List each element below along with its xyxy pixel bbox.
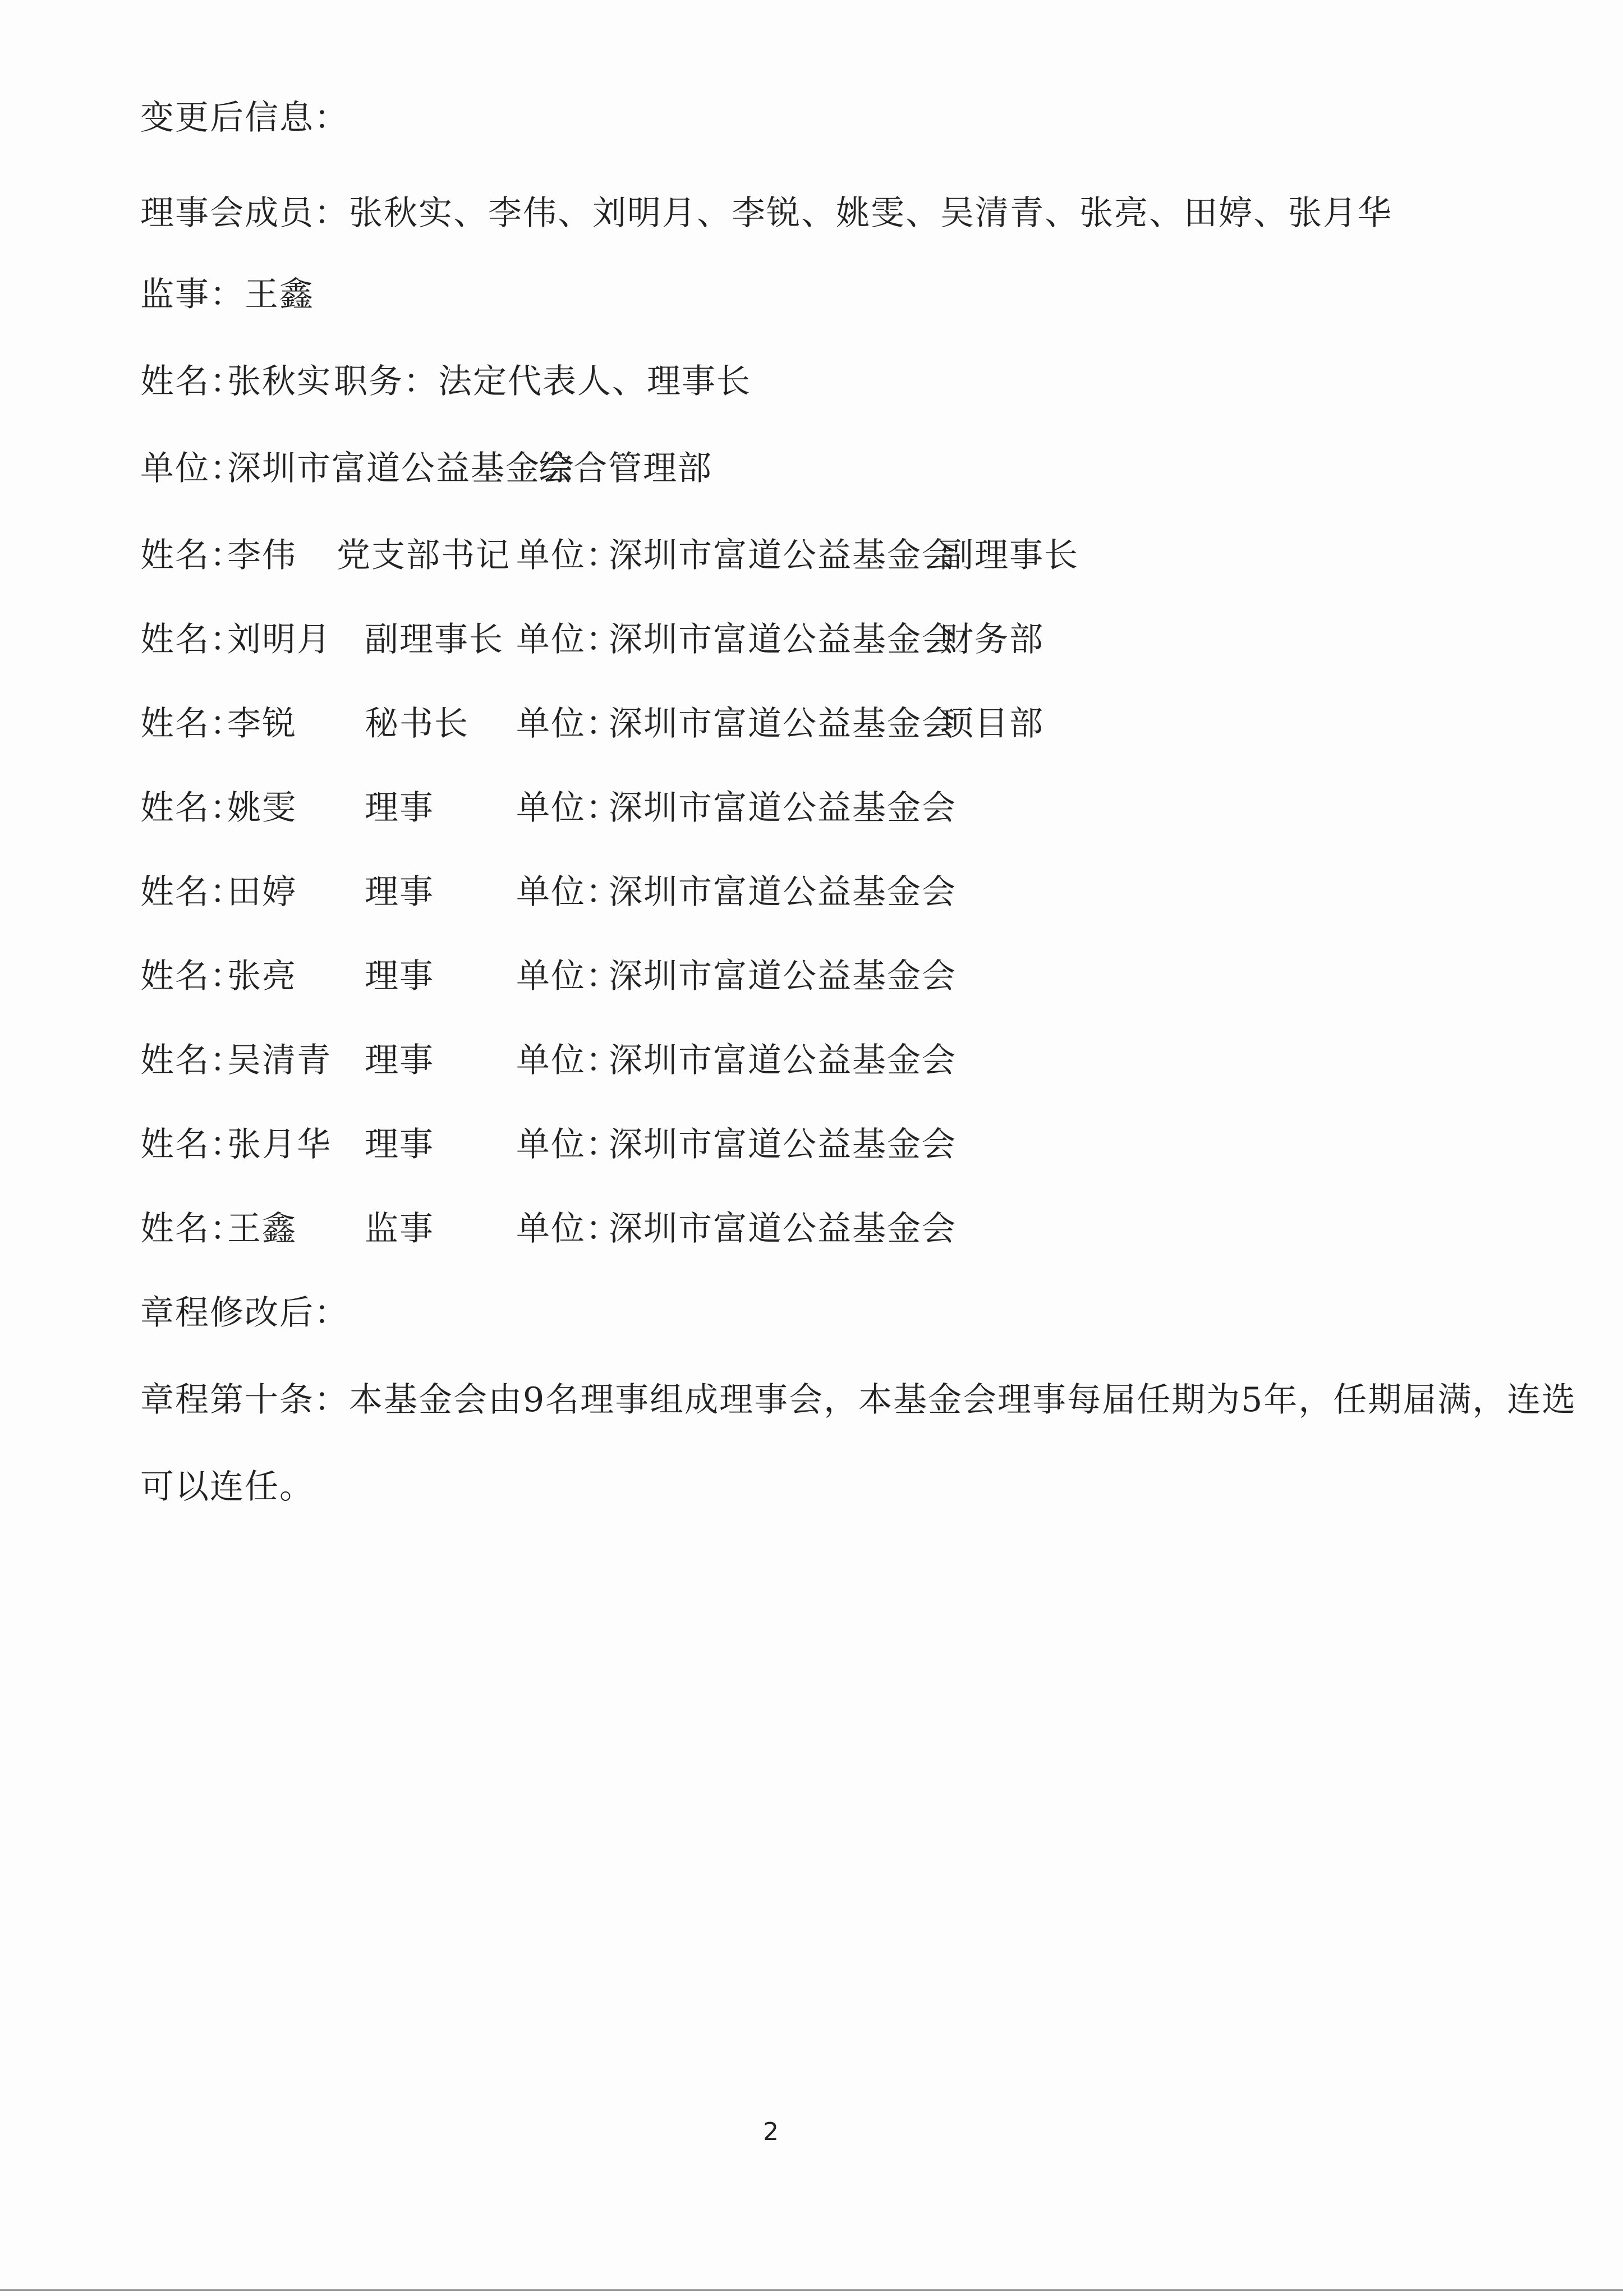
position-text: 理事 [365,873,434,912]
board-members-line: 理事会成员：张秋实、李伟、刘明月、李锐、姚雯、吴清青、张亮、田婷、张月华 [140,194,1392,233]
unit-label: 单位： [516,536,620,575]
name-label: 姓名： [140,362,245,401]
name-label: 姓名： [140,1209,245,1248]
person-name: 张秋实 [227,362,332,401]
person-name: 张月华 [227,1125,332,1164]
unit-name: 深圳市富道公益基金会 [609,536,957,575]
name-label: 姓名： [140,1125,245,1164]
name-label: 姓名： [140,957,245,996]
unit-name: 深圳市富道公益基金会 [609,704,957,743]
person-name: 张亮 [227,957,297,996]
position-text: 职务：法定代表人、理事长 [334,362,751,401]
section-heading-after-change: 变更后信息： [140,98,349,137]
unit-name: 深圳市富道公益基金会 [609,957,957,996]
position-text: 副理事长 [365,620,504,659]
position-text: 党支部书记 [337,536,511,575]
name-label: 姓名： [140,1041,245,1080]
unit-label: 单位： [516,1209,620,1248]
unit-label: 单位： [516,620,620,659]
unit-label: 单位： [516,1041,620,1080]
name-label: 姓名： [140,704,245,743]
position-text: 理事 [365,1041,434,1080]
person-name: 刘明月 [227,620,332,659]
unit-label: 单位： [516,873,620,912]
department-text: 副理事长 [940,536,1079,575]
unit-name: 深圳市富道公益基金会 [609,1209,957,1248]
unit-label: 单位： [516,957,620,996]
unit-label: 单位： [516,788,620,828]
unit-name: 深圳市富道公益基金会 [609,1041,957,1080]
name-label: 姓名： [140,536,245,575]
unit-label: 单位： [516,1125,620,1164]
person-name: 姚雯 [227,788,297,828]
person-name: 田婷 [227,873,297,912]
name-label: 姓名： [140,788,245,828]
position-text: 监事 [365,1209,434,1248]
supervisor-line: 监事：王鑫 [140,275,314,314]
unit-name: 深圳市富道公益基金会 [227,449,575,488]
person-name: 吴清青 [227,1041,332,1080]
charter-text-line-1: 章程第十条：本基金会由9名理事组成理事会，本基金会理事每届任期为5年，任期届满，连选 [140,1380,1577,1420]
position-text: 理事 [365,788,434,828]
department-text: 综合管理部 [539,449,712,488]
scan-bottom-edge [0,2289,1623,2291]
department-text: 项目部 [940,704,1044,743]
department-text: 财务部 [940,620,1044,659]
position-text: 秘书长 [365,704,469,743]
name-label: 姓名： [140,873,245,912]
unit-name: 深圳市富道公益基金会 [609,873,957,912]
person-name: 李锐 [227,704,297,743]
person-name: 王鑫 [227,1209,297,1248]
unit-name: 深圳市富道公益基金会 [609,1125,957,1164]
unit-label: 单位： [516,704,620,743]
person-name: 李伟 [227,536,297,575]
charter-heading: 章程修改后： [140,1293,349,1333]
unit-name: 深圳市富道公益基金会 [609,788,957,828]
unit-label: 单位： [140,449,245,488]
name-label: 姓名： [140,620,245,659]
position-text: 理事 [365,1125,434,1164]
position-text: 理事 [365,957,434,996]
page-number: 2 [763,2118,779,2146]
charter-text-line-2: 可以连任。 [140,1467,314,1507]
unit-name: 深圳市富道公益基金会 [609,620,957,659]
